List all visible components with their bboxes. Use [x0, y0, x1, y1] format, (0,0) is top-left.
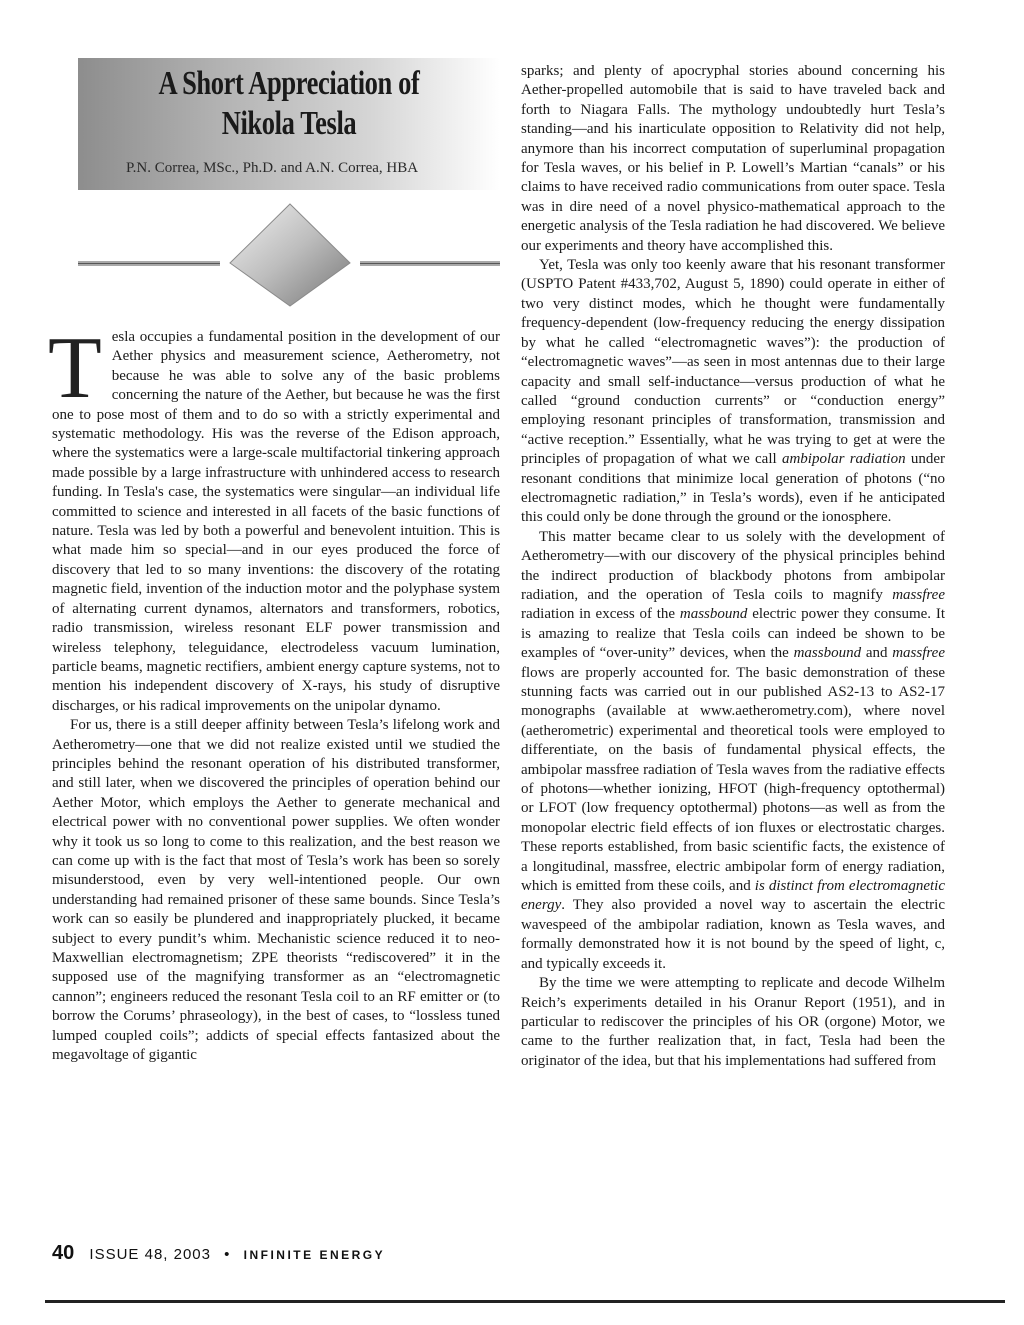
- page-number: 40: [52, 1242, 75, 1264]
- paragraph: Tesla occupies a fundamental position in the development of our Aether physics and measurement science, Aetherometry, not because he was able to solve any of the basic problems concerning the nature of the Aether, but because he was the first one to pose most of them and to do so with a strictly experimental and systematic methodology. His was the reverse of the Edison approach, where the systematics were a large-scale multifactorial tinkering approach made possible by a large infrastructure with unhindered access to research funding. In Tesla's case, the systematics were singular—an individual life committed to science and interested in all facets of the basic functions of nature. Tesla was led by both a powerful and benevolent intuition. This is what made him so special—and in our eyes produced the force of discovery that led to so many inventions: the discovery of the rotating magnetic field, invention of the induction motor and the polyphase system of alternating current dynamos, alternators and transformers, robotics, radio transmission, wireless resonant ELF power transmission and wireless telephony, teleguidance, electrodeless vacuum lumination, particle beams, magnetic rectifiers, ambient energy capture systems, not to mention his independent discovery of X-rays, his study of disruptive discharges, or his radical improvements on the unipolar dynamo.: [48, 320, 500, 714]
- emphasis: massbound: [793, 645, 862, 662]
- title-block: [78, 58, 500, 190]
- magazine-name: INFINITE ENERGY: [243, 1248, 386, 1262]
- emphasis: massfree: [892, 586, 945, 603]
- issue-info: ISSUE 48, 2003: [89, 1246, 211, 1263]
- drop-cap: T: [48, 320, 102, 417]
- article-title-line-2: Nikola Tesla: [221, 105, 357, 142]
- emphasis: ambipolar radiation: [781, 451, 906, 468]
- emphasis: is distinct from electromagnetic energy: [521, 878, 945, 914]
- footer-separator: •: [224, 1246, 231, 1263]
- paragraph: For us, there is a still deeper affinity between Tesla’s lifelong work and Aetherometry—one that we did not realize existed until we studied the principles behind the resonant operation of his distributed transformer, and still later, when we discovered the principles of operation behind our Aether Motor, which employs the Aether to generate mechanical and electrical power with no conventional power supplies. We often wonder why it took us so long to come to this realization, and the best reason we can come up with is the fact that most of Tesla’s work has been so sorely misunderstood, even by very well-intentioned people. Our own understanding had remained prisoner of these same bounds. Since Tesla’s work can so easily be plundered and inappropriately plucked, it became subject to every pundit’s whim. Mechanistic science reduced it to neo-Maxwellian electromagnetism; ZPE theorists “rediscovered” it in the supposed use of the magnifying transformer as an “electromagnetic cannon”; engineers reduced the resonant Tesla coil to an RF emitter or (to borrow the Corums’ phraseology), in the best of cases, to “lossless tuned lumped coupled coils”; addicts of special effects fantasized about the megavoltage of gigantic: [52, 717, 500, 1064]
- emphasis: massbound: [679, 606, 748, 623]
- article-authors: P.N. Correa, MSc., Ph.D. and A.N. Correa, HBA: [126, 160, 419, 176]
- paragraph: By the time we were attempting to replicate and decode Wilhelm Reich’s experiments detailed in his Oranur Report (1951), and in particular to rediscover the principles of his OR (orgone) Motor, we came to the further realization that, in fact, Tesla had been the originator of the idea, but that his implementations had suffered from: [521, 975, 945, 1069]
- paragraph: Yet, Tesla was only too keenly aware that his resonant transformer (USPTO Patent #433,702, August 5, 1890) could operate in either of two very distinct modes, which he thought were fundamentally frequency-dependent (low-frequency reducing the energy dissipation by what he called “electromagnetic waves”): the production of “electromagnetic waves”—as seen in most antennas due to their large capacity and small self-inductance—versus production of what he called “ground conduction currents” or “conduction energy” employing resonant principles of transformation, transmission and “active reception.” Essentially, what he was trying to get at were the principles of propagation of what we call ambipolar radiation under resonant conditions that minimize local generation of photons (“no electromagnetic radiation,” in Tesla’s words), even if he anticipated this could only be done through the ground or the ionosphere.: [521, 257, 945, 526]
- bottom-rule: [45, 1300, 1005, 1303]
- paragraph: This matter became clear to us solely with the development of Aetherometry—with our discovery of the physical principles behind the indirect production of blackbody photons from ambipolar radiation, and the operation of Tesla coils to magnify massfree radiation in excess of the massbound electric power they consume. It is amazing to realize that Tesla coils can indeed be shown to be examples of “over-unity” devices, when the massbound and massfree flows are properly accounted for. The basic demonstration of these stunning facts was carried out in our published AS2-13 to AS2-17 monographs (available at www.aetherometry.com), where novel (aetherometric) experimental and theoretical tools were employed to differentiate, on the basis of fundamental physical effects, the ambipolar massfree radiation of Tesla waves from the radiative effects of photons—whether ionizing, HFOT (high-frequency optothermal) or LFOT (low frequency optothermal) photons—as well as from the monopolar electric field effects of ion fluxes or electrostatic charges. These reports established, from basic scientific facts, the existence of a longitudinal, massfree, electric ambipolar form of energy radiation, which is emitted from these coils, and is distinct from electromagnetic energy. They also provided a novel way to ascertain the electric wavespeed of the ambipolar radiation, known as Tesla waves, and formally demonstrated how it is not bound by the speed of light, c, and typically exceeds it.: [521, 528, 946, 972]
- page-footer: [52, 1242, 532, 1265]
- paragraph: sparks; and plenty of apocryphal stories abound concerning his Aether-propelled automobile that is said to have traveled back and forth to Niagara Falls. The mythology undoubtedly hurt Tesla’s standing—and his inarticulate opposition to Relativity did not help, anymore than his incorrect computation of superluminal propagation for Tesla waves, or his belief in P. Lowell’s Martian “canals” or his claims to have received radio communications from outer space. Tesla was in dire need of a novel physico-mathematical approach to the energetic analysis of the Tesla radiation he had discovered. We believe our experiments and theory have accomplished this.: [521, 63, 945, 254]
- right-column: [521, 62, 945, 1071]
- article-title-line-1: A Short Appreciation of: [158, 65, 420, 102]
- left-column: [48, 320, 500, 1065]
- article-title: [124, 64, 453, 144]
- diamond-shape: [230, 204, 350, 306]
- diamond-ornament: [78, 200, 500, 310]
- emphasis: massfree: [892, 645, 945, 662]
